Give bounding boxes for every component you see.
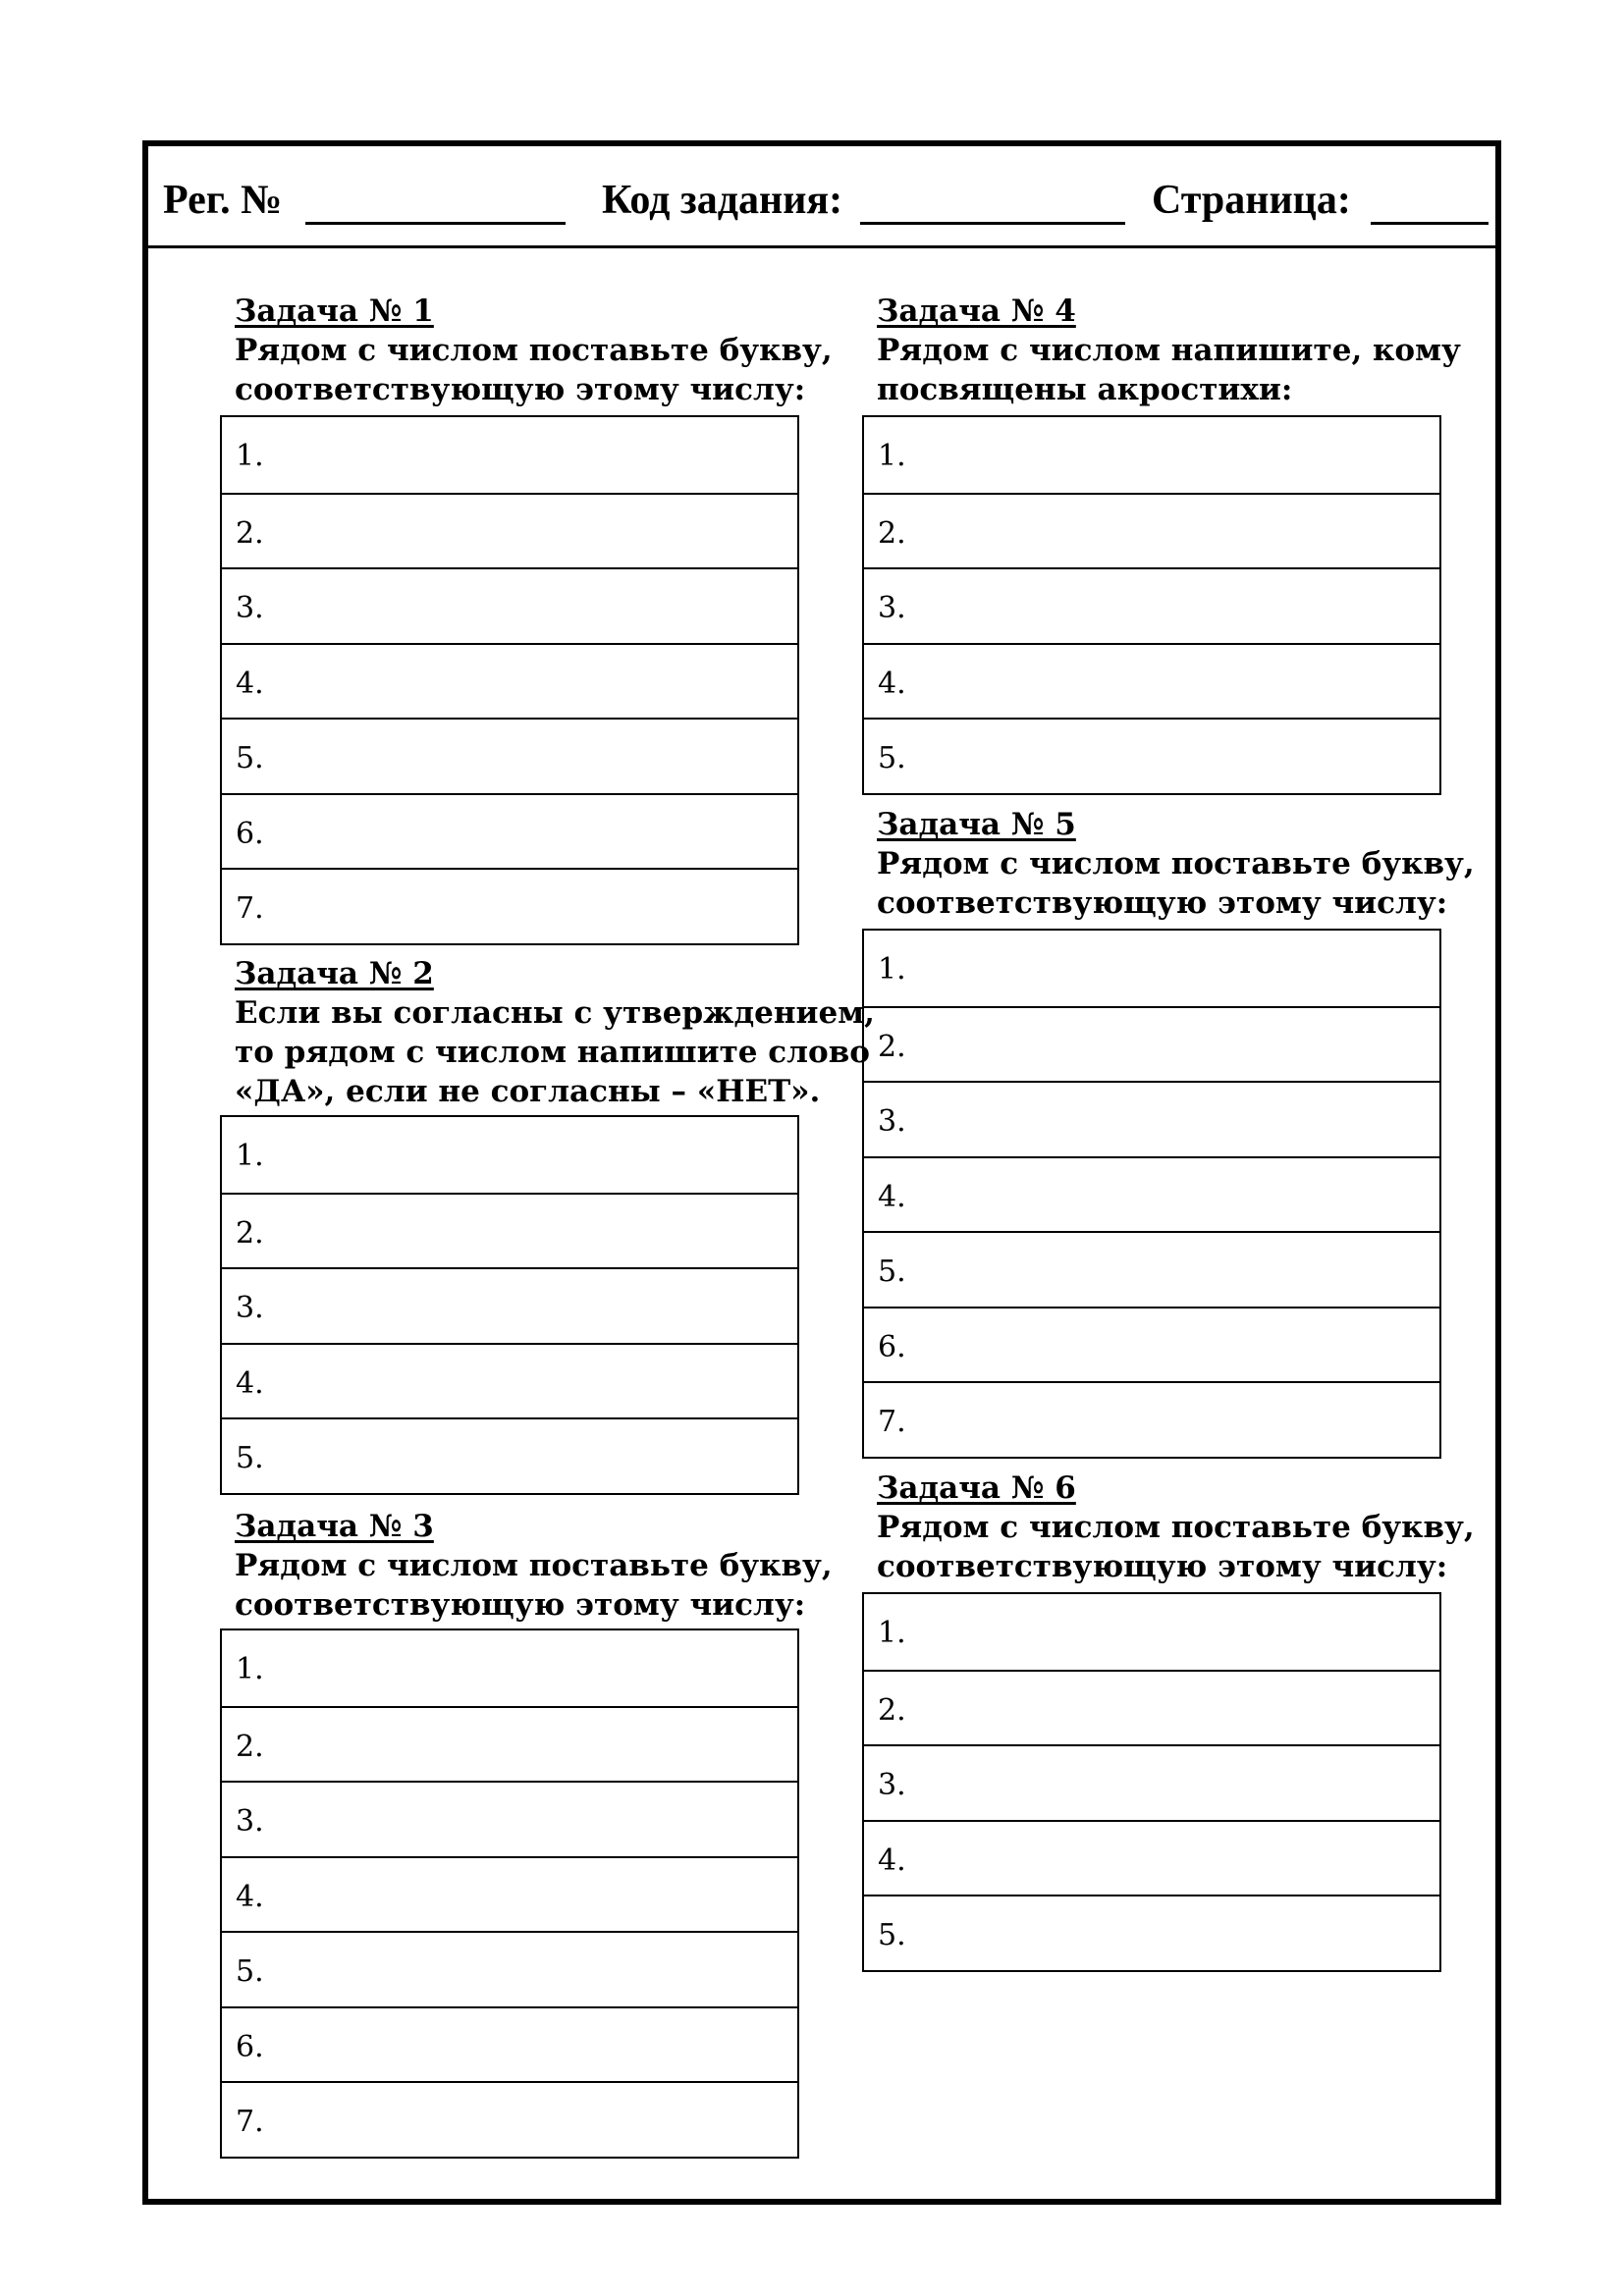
answer-row[interactable] — [222, 868, 797, 943]
answer-row[interactable] — [864, 1670, 1439, 1745]
row-number: 7. — [236, 2105, 264, 2139]
task-title: Задача № 6 — [877, 1470, 1076, 1506]
answer-row[interactable] — [864, 1594, 1439, 1670]
answer-row[interactable] — [222, 1193, 797, 1268]
answer-table — [862, 415, 1441, 795]
row-number: 2. — [878, 1029, 906, 1064]
answer-row[interactable] — [222, 643, 797, 719]
answer-sheet-frame — [142, 140, 1501, 2205]
answer-table — [862, 929, 1441, 1459]
answer-row[interactable] — [222, 567, 797, 643]
task-title: Задача № 4 — [877, 294, 1076, 329]
answer-row[interactable] — [222, 417, 797, 493]
row-number: 1. — [236, 1139, 264, 1173]
task-instruction-line: соответствующую этому числу: — [235, 372, 806, 407]
row-number: 5. — [878, 1918, 906, 1952]
row-number: 4. — [878, 1842, 906, 1878]
answer-row[interactable] — [864, 1820, 1439, 1896]
row-number: 1. — [236, 1652, 264, 1686]
answer-row[interactable] — [222, 1417, 797, 1493]
row-number: 1. — [878, 439, 906, 473]
row-number: 6. — [878, 1329, 906, 1364]
sheet-header — [148, 146, 1495, 248]
row-number: 5. — [236, 1441, 264, 1475]
row-number: 2. — [236, 1729, 264, 1764]
answer-row[interactable] — [864, 567, 1439, 643]
task-instruction-line: соответствующую этому числу: — [877, 885, 1448, 921]
task-title: Задача № 5 — [877, 807, 1076, 842]
answer-row[interactable] — [222, 1117, 797, 1193]
row-number: 1. — [236, 439, 264, 473]
row-number: 5. — [236, 1954, 264, 1989]
answer-row[interactable] — [222, 1343, 797, 1418]
task-instruction-line: «ДА», если не согласны – «НЕТ». — [235, 1074, 821, 1109]
task-title: Задача № 3 — [235, 1509, 434, 1544]
answer-row[interactable] — [864, 1231, 1439, 1307]
answer-row[interactable] — [864, 1081, 1439, 1156]
task-code-blank[interactable] — [860, 222, 1125, 225]
task-instruction-line: Рядом с числом поставьте букву, — [877, 846, 1475, 881]
reg-number-label: Рег. № — [163, 178, 283, 223]
row-number: 1. — [878, 1616, 906, 1650]
task-code-label: Код задания: — [602, 178, 843, 223]
answer-table — [862, 1592, 1441, 1972]
row-number: 4. — [236, 666, 264, 701]
task-instruction-line: то рядом с числом напишите слово — [235, 1035, 870, 1070]
task-instruction-line: Рядом с числом напишите, кому — [877, 333, 1461, 368]
row-number: 6. — [236, 2029, 264, 2064]
task-title: Задача № 1 — [235, 294, 434, 329]
row-number: 5. — [878, 741, 906, 775]
row-number: 2. — [878, 1692, 906, 1728]
answer-row[interactable] — [222, 1931, 797, 2006]
page-label: Страница: — [1152, 178, 1351, 223]
row-number: 3. — [236, 1291, 264, 1325]
row-number: 4. — [236, 1365, 264, 1401]
answer-row[interactable] — [222, 493, 797, 568]
answer-row[interactable] — [222, 718, 797, 793]
row-number: 4. — [236, 1879, 264, 1914]
row-number: 2. — [878, 515, 906, 551]
answer-row[interactable] — [864, 1156, 1439, 1232]
answer-row[interactable] — [222, 793, 797, 869]
answer-row[interactable] — [864, 1006, 1439, 1082]
row-number: 3. — [878, 591, 906, 625]
answer-table — [220, 1115, 799, 1495]
answer-row[interactable] — [864, 493, 1439, 568]
answer-row[interactable] — [864, 931, 1439, 1006]
row-number: 2. — [236, 515, 264, 551]
row-number: 3. — [878, 1104, 906, 1139]
task-instruction-line: соответствующую этому числу: — [235, 1587, 806, 1623]
row-number: 4. — [878, 1179, 906, 1214]
answer-row[interactable] — [864, 643, 1439, 719]
task-instruction-line: соответствующую этому числу: — [877, 1549, 1448, 1584]
answer-row[interactable] — [222, 1267, 797, 1343]
row-number: 3. — [236, 1804, 264, 1839]
answer-row[interactable] — [864, 718, 1439, 793]
task-title: Задача № 2 — [235, 956, 434, 991]
row-number: 2. — [236, 1215, 264, 1251]
row-number: 3. — [236, 591, 264, 625]
reg-number-blank[interactable] — [305, 222, 566, 225]
answer-row[interactable] — [864, 417, 1439, 493]
task-instruction-line: посвящены акростихи: — [877, 372, 1293, 407]
page-number-blank[interactable] — [1371, 222, 1489, 225]
answer-row[interactable] — [222, 1856, 797, 1932]
task-instruction-line: Рядом с числом поставьте букву, — [877, 1510, 1475, 1545]
row-number: 5. — [236, 741, 264, 775]
answer-row[interactable] — [222, 1630, 797, 1706]
row-number: 3. — [878, 1768, 906, 1802]
row-number: 4. — [878, 666, 906, 701]
task-instruction-line: Если вы согласны с утверждением, — [235, 995, 875, 1031]
answer-table — [220, 415, 799, 945]
answer-row[interactable] — [222, 2006, 797, 2082]
answer-row[interactable] — [864, 1381, 1439, 1457]
task-instruction-line: Рядом с числом поставьте букву, — [235, 333, 833, 368]
row-number: 1. — [878, 952, 906, 987]
answer-row[interactable] — [864, 1307, 1439, 1382]
row-number: 7. — [236, 891, 264, 926]
task-instruction-line: Рядом с числом поставьте букву, — [235, 1548, 833, 1583]
row-number: 7. — [878, 1405, 906, 1439]
answer-row[interactable] — [222, 2081, 797, 2157]
row-number: 5. — [878, 1255, 906, 1289]
row-number: 6. — [236, 816, 264, 851]
answer-row[interactable] — [864, 1744, 1439, 1820]
answer-row[interactable] — [222, 1781, 797, 1856]
answer-row[interactable] — [222, 1706, 797, 1782]
answer-table — [220, 1629, 799, 2159]
answer-row[interactable] — [864, 1895, 1439, 1970]
